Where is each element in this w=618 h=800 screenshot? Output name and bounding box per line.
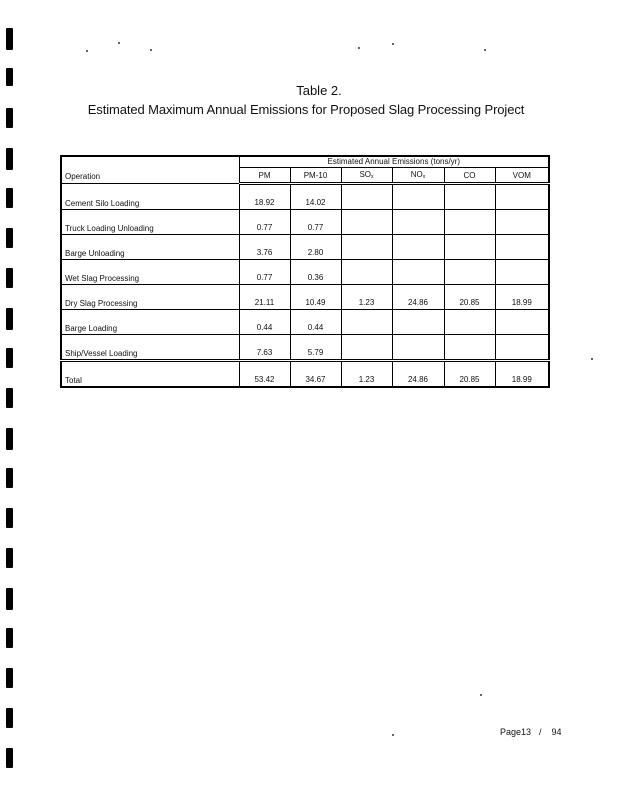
scan-speck [150,49,152,51]
value-cell: 0.36 [290,260,341,285]
table-row [61,184,549,210]
scan-speck [480,694,482,696]
operation-cell: Wet Slag Processing [61,260,239,285]
binder-mark [6,588,13,610]
value-cell [341,260,392,285]
table-row [61,335,549,361]
operation-cell: Barge Loading [61,310,239,335]
value-cell: 10.49 [290,285,341,310]
binder-mark [6,228,13,248]
value-cell: 7.63 [239,335,290,361]
binder-mark [6,748,13,768]
value-cell [495,184,549,210]
value-cell [341,235,392,260]
scan-speck [484,49,486,51]
value-cell: 1.23 [341,285,392,310]
column-header-sox: $SO_x$ [341,168,392,184]
binder-mark [6,268,13,288]
page-separator: / [539,727,542,737]
value-cell: 0.44 [239,310,290,335]
table-title: Estimated Maximum Annual Emissions for Proposed Slag Processing Project [87,102,525,117]
total-value-cell: 1.23 [341,361,392,388]
value-cell: 21.11 [239,285,290,310]
column-header-pm10: PM-10 [290,168,341,184]
binder-mark [6,668,13,688]
value-cell [341,310,392,335]
binder-mark [6,388,13,408]
binder-mark [6,708,13,728]
column-header-vom: VOM [495,168,549,184]
value-cell [495,210,549,235]
emissions-group-header: Estimated Annual Emissions (tons/yr) [239,156,549,168]
total-pages: 94 [551,727,562,737]
value-cell: 20.85 [444,285,495,310]
value-cell: 0.77 [239,210,290,235]
value-cell: 5.79 [290,335,341,361]
value-cell: 14.02 [290,184,341,210]
binder-mark [6,308,13,330]
total-value-cell: 20.85 [444,361,495,388]
value-cell [444,235,495,260]
value-cell [392,335,444,361]
binder-mark [6,428,13,450]
value-cell [444,260,495,285]
value-cell [444,310,495,335]
page-footer [500,727,562,737]
value-cell: 18.92 [239,184,290,210]
operation-cell: Truck Loading Unloading [61,210,239,235]
value-cell: 3.76 [239,235,290,260]
total-value-cell: 53.42 [239,361,290,388]
table-row [61,285,549,310]
value-cell [392,184,444,210]
operation-cell: Barge Unloading [61,235,239,260]
value-cell: 18.99 [495,285,549,310]
value-cell [495,310,549,335]
operation-cell: Dry Slag Processing [61,285,239,310]
total-value-cell: 24.86 [392,361,444,388]
column-header-pm: PM [239,168,290,184]
binder-mark [6,628,13,648]
column-header-co: CO [444,168,495,184]
value-cell [495,235,549,260]
binder-mark [6,548,13,568]
total-row [61,361,549,388]
value-cell [341,210,392,235]
binder-mark [6,28,13,50]
total-value-cell: 18.99 [495,361,549,388]
table-row [61,310,549,335]
operation-cell: Cement Silo Loading [61,184,239,210]
operation-header: Operation [61,156,239,184]
column-header-nox: $NO_x$ [392,168,444,184]
value-cell: 0.44 [290,310,341,335]
emissions-table [60,155,550,388]
value-cell [392,310,444,335]
value-cell [444,335,495,361]
value-cell [392,210,444,235]
scan-speck [118,42,120,44]
value-cell: 2.80 [290,235,341,260]
value-cell: 0.77 [290,210,341,235]
value-cell [444,210,495,235]
value-cell [392,235,444,260]
table-row [61,235,549,260]
scan-speck [392,734,394,736]
value-cell: 24.86 [392,285,444,310]
value-cell: 0.77 [239,260,290,285]
table-row [61,260,549,285]
binder-mark [6,508,13,528]
total-label: Total [61,361,239,388]
operation-cell: Ship/Vessel Loading [61,335,239,361]
table-row [61,210,549,235]
table-caption [0,83,618,117]
total-value-cell: 34.67 [290,361,341,388]
scan-speck [86,50,88,52]
value-cell [444,184,495,210]
binder-mark [6,188,13,208]
value-cell [495,335,549,361]
table-number: Table 2. [296,83,342,98]
binder-mark [6,148,13,170]
value-cell [341,184,392,210]
value-cell [392,260,444,285]
value-cell [495,260,549,285]
scan-speck [591,358,593,360]
scan-speck [392,43,394,45]
binder-mark [6,468,13,488]
value-cell [341,335,392,361]
binder-mark [6,348,13,368]
page-label: Page13 [500,727,532,737]
scan-speck [358,47,360,49]
